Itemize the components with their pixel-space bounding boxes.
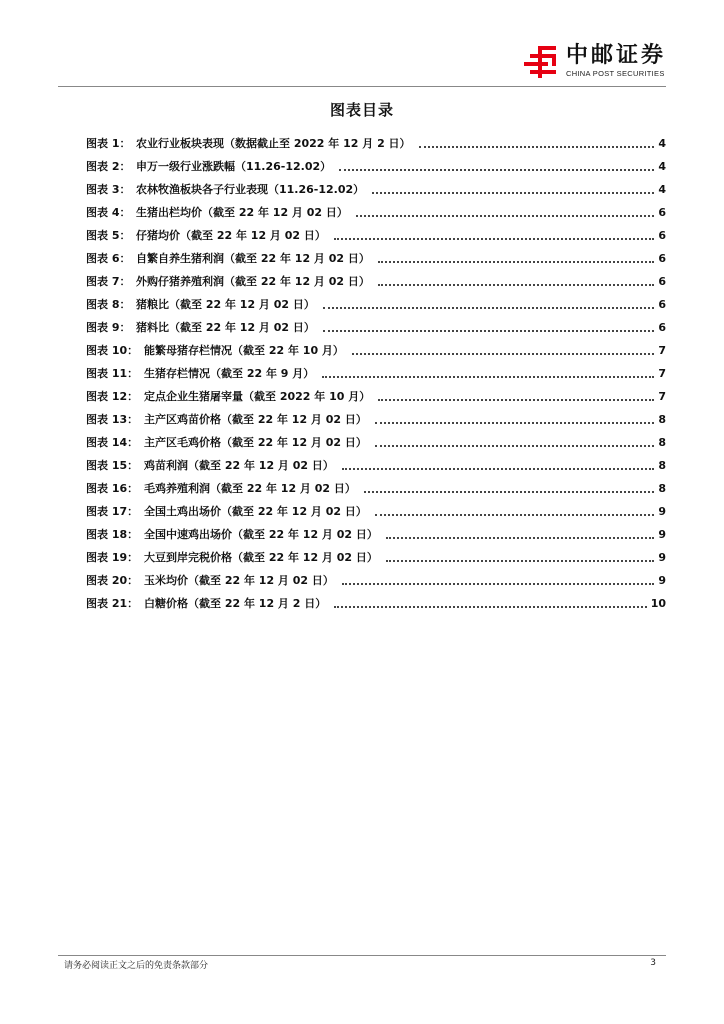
toc-dot-leader [356, 215, 654, 217]
toc-entry[interactable] [86, 266, 666, 289]
toc-dot-leader [378, 284, 654, 286]
page-number: 3 [650, 958, 656, 968]
toc-dot-leader [386, 537, 654, 539]
toc-entry-label: 图表 3： [86, 183, 131, 196]
toc-entry-text: 主产区鸡苗价格（截至 22 年 12 月 02 日） [144, 413, 367, 426]
toc-entry[interactable] [86, 220, 666, 243]
toc-dot-leader [375, 422, 654, 424]
toc-entry-text: 全国中速鸡出场价（截至 22 年 12 月 02 日） [144, 528, 378, 541]
toc-entry-page: 8 [658, 482, 666, 495]
toc-entry[interactable] [86, 289, 666, 312]
disclaimer-note: 请务必阅读正文之后的免责条款部分 [64, 961, 209, 971]
toc-dot-leader [419, 146, 654, 148]
toc-entry-label: 图表 21： [86, 597, 139, 610]
toc-entry[interactable] [86, 588, 666, 611]
toc-entry-text: 定点企业生猪屠宰量（截至 2022 年 10 月） [144, 390, 371, 403]
toc-entry-label: 图表 8： [86, 298, 131, 311]
toc-entry[interactable] [86, 381, 666, 404]
toc-entry-text: 农业行业板块表现（数据截止至 2022 年 12 月 2 日） [136, 137, 411, 150]
brand-name-en: CHINA POST SECURITIES [565, 69, 665, 78]
toc-entry-label: 图表 18： [86, 528, 139, 541]
toc-entry-page: 6 [658, 275, 666, 288]
toc-entry-page: 10 [650, 597, 666, 610]
toc-entry[interactable] [86, 335, 666, 358]
toc-entry-label: 图表 4： [86, 206, 131, 219]
toc-entry-label: 图表 17： [86, 505, 139, 518]
china-post-logo-icon [524, 46, 560, 78]
toc-entry-label: 图表 15： [86, 459, 139, 472]
toc-entry-page: 9 [658, 551, 666, 564]
toc-entry-text: 生猪出栏均价（截至 22 年 12 月 02 日） [136, 206, 348, 219]
toc-entry-label: 图表 7： [86, 275, 131, 288]
toc-entry-label: 图表 16： [86, 482, 139, 495]
brand-name-cn: 中邮证券 [565, 43, 666, 68]
brand-name [566, 44, 666, 79]
toc-entry-page: 9 [658, 528, 666, 541]
toc-entry-text: 猪料比（截至 22 年 12 月 02 日） [136, 321, 315, 334]
toc-entry-text: 生猪存栏情况（截至 22 年 9 月） [144, 367, 315, 380]
toc-entry-text: 申万一级行业涨跌幅（11.26-12.02） [136, 160, 332, 173]
toc-entry[interactable] [86, 496, 666, 519]
toc-entry-text: 玉米均价（截至 22 年 12 月 02 日） [144, 574, 334, 587]
toc-entry[interactable] [86, 450, 666, 473]
toc-entry-page: 9 [658, 505, 666, 518]
toc-entry[interactable] [86, 427, 666, 450]
toc-entry-text: 自繁自养生猪利润（截至 22 年 12 月 02 日） [136, 252, 370, 265]
toc-entry-text: 外购仔猪养殖利润（截至 22 年 12 月 02 日） [136, 275, 370, 288]
toc-entry-text: 猪粮比（截至 22 年 12 月 02 日） [136, 298, 315, 311]
toc-title: 图表目录 [329, 101, 394, 119]
toc-entry[interactable] [86, 197, 666, 220]
toc-entry-text: 白糖价格（截至 22 年 12 月 2 日） [144, 597, 327, 610]
toc-entry-page: 4 [658, 160, 666, 173]
toc-entry[interactable] [86, 542, 666, 565]
toc-dot-leader [378, 399, 654, 401]
toc-entry[interactable] [86, 174, 666, 197]
toc-entry-page: 6 [658, 206, 666, 219]
toc-dot-leader [334, 606, 646, 608]
toc-entry-label: 图表 14： [86, 436, 139, 449]
toc-entry-page: 6 [658, 321, 666, 334]
footer-divider [58, 955, 666, 956]
toc-entry[interactable] [86, 312, 666, 335]
toc-entry-page: 8 [658, 459, 666, 472]
toc-entry-page: 6 [658, 229, 666, 242]
toc-entry-text: 毛鸡养殖利润（截至 22 年 12 月 02 日） [144, 482, 356, 495]
toc-entry[interactable] [86, 565, 666, 588]
toc-entry-label: 图表 11： [86, 367, 139, 380]
toc-entry-label: 图表 13： [86, 413, 139, 426]
toc-entry[interactable] [86, 151, 666, 174]
toc-entry-label: 图表 10： [86, 344, 139, 357]
toc-dot-leader [342, 583, 654, 585]
toc-dot-leader [386, 560, 654, 562]
toc-entry[interactable] [86, 243, 666, 266]
toc-entry-page: 6 [658, 298, 666, 311]
toc-entry-page: 4 [658, 137, 666, 150]
toc-dot-leader [339, 169, 654, 171]
toc-entry[interactable] [86, 358, 666, 381]
toc-entry[interactable] [86, 519, 666, 542]
toc-dot-leader [322, 376, 654, 378]
toc-list [86, 128, 666, 611]
toc-dot-leader [323, 307, 654, 309]
toc-entry-label: 图表 1： [86, 137, 131, 150]
toc-dot-leader [323, 330, 654, 332]
toc-dot-leader [364, 491, 654, 493]
toc-entry-label: 图表 20： [86, 574, 139, 587]
toc-entry-page: 4 [658, 183, 666, 196]
toc-entry-page: 7 [658, 344, 666, 357]
toc-entry[interactable] [86, 128, 666, 151]
toc-entry-text: 农林牧渔板块各子行业表现（11.26-12.02） [136, 183, 365, 196]
toc-entry-page: 8 [658, 413, 666, 426]
toc-entry-page: 8 [658, 436, 666, 449]
toc-entry-page: 9 [658, 574, 666, 587]
toc-dot-leader [342, 468, 654, 470]
toc-entry-label: 图表 12： [86, 390, 139, 403]
toc-entry-label: 图表 19： [86, 551, 139, 564]
toc-dot-leader [375, 445, 654, 447]
toc-entry-text: 全国土鸡出场价（截至 22 年 12 月 02 日） [144, 505, 367, 518]
toc-entry-label: 图表 5： [86, 229, 131, 242]
toc-entry-label: 图表 6： [86, 252, 131, 265]
toc-entry[interactable] [86, 404, 666, 427]
toc-entry-label: 图表 2： [86, 160, 131, 173]
toc-entry-page: 7 [658, 390, 666, 403]
toc-entry-page: 7 [658, 367, 666, 380]
brand-logo [524, 44, 666, 79]
toc-entry-text: 鸡苗利润（截至 22 年 12 月 02 日） [144, 459, 334, 472]
toc-entry-text: 仔猪均价（截至 22 年 12 月 02 日） [136, 229, 326, 242]
toc-entry-label: 图表 9： [86, 321, 131, 334]
toc-dot-leader [372, 192, 654, 194]
toc-entry-page: 6 [658, 252, 666, 265]
toc-dot-leader [334, 238, 654, 240]
toc-dot-leader [352, 353, 654, 355]
header-divider [58, 86, 666, 87]
toc-entry-text: 主产区毛鸡价格（截至 22 年 12 月 02 日） [144, 436, 367, 449]
toc-entry-text: 能繁母猪存栏情况（截至 22 年 10 月） [144, 344, 344, 357]
toc-entry[interactable] [86, 473, 666, 496]
toc-dot-leader [378, 261, 654, 263]
toc-entry-text: 大豆到岸完税价格（截至 22 年 12 月 02 日） [144, 551, 378, 564]
toc-dot-leader [375, 514, 654, 516]
